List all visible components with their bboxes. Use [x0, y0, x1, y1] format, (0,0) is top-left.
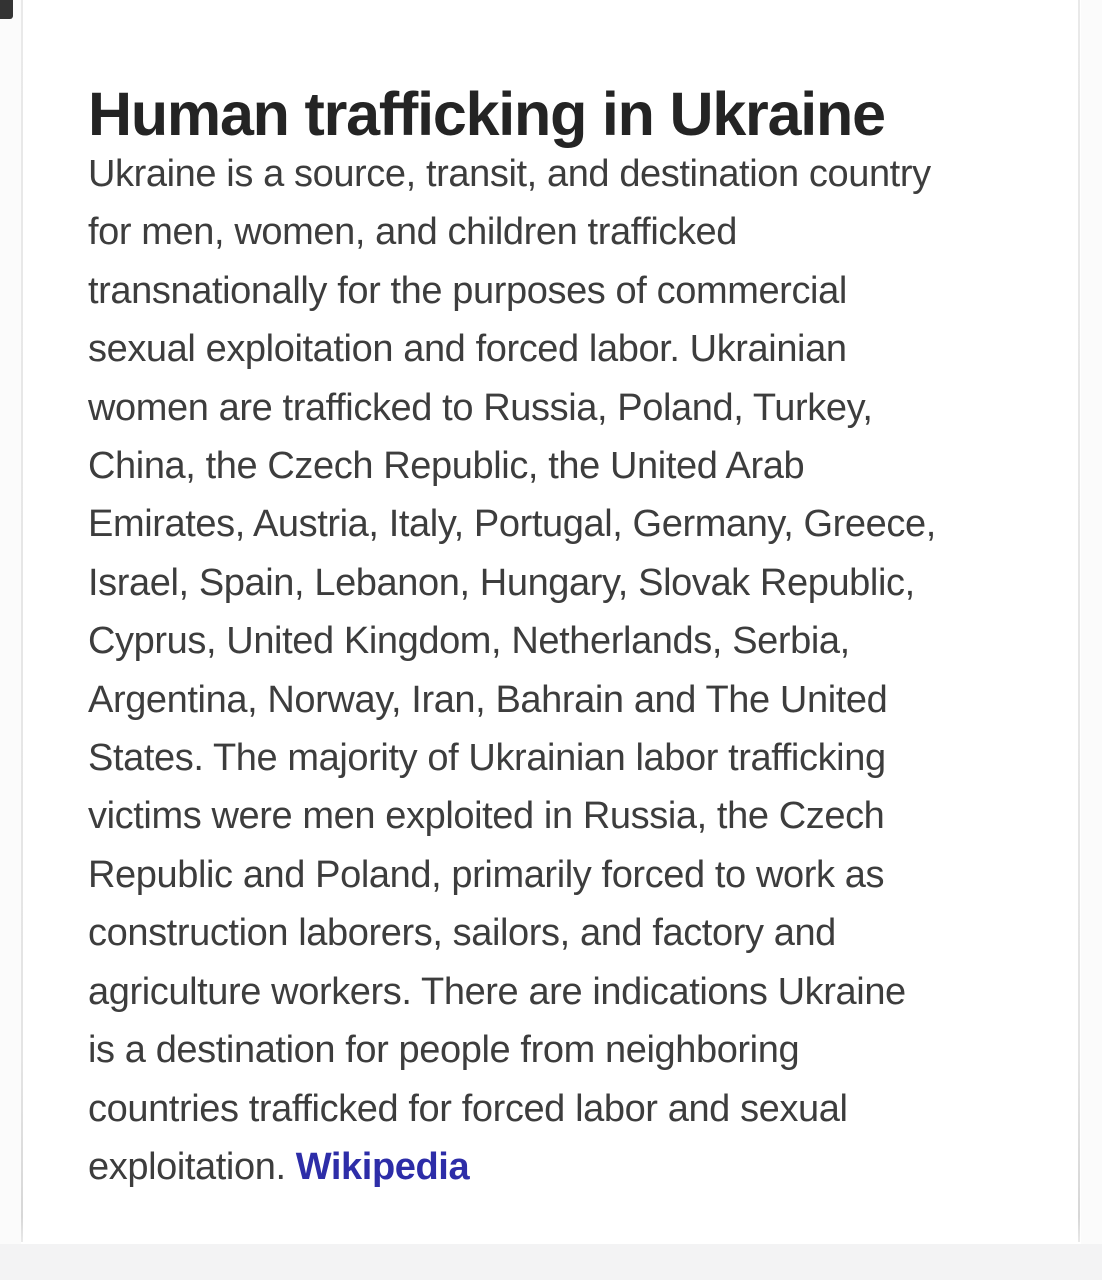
bottom-strip — [0, 1244, 1102, 1280]
text-line: Republic and Poland, primarily forced to work as — [88, 853, 885, 896]
text-line: Cyprus, United Kingdom, Netherlands, Serbia, — [88, 620, 850, 663]
left-gutter — [0, 0, 21, 1244]
text-line: victims were men exploited in Russia, the Czech — [88, 795, 885, 838]
text-line: China, the Czech Republic, the United Arab — [88, 445, 805, 488]
text-line: women are trafficked to Russia, Poland, Turkey, — [88, 386, 873, 429]
wikipedia-link[interactable]: Wikipedia — [295, 1145, 470, 1188]
text-line: Ukraine is a source, transit, and destination country — [88, 153, 931, 195]
last-line-prefix: exploitation. — [88, 1145, 296, 1188]
screenshot-corner-artifact — [0, 0, 13, 19]
text-line: construction laborers, sailors, and factory and — [88, 912, 836, 955]
text-line: Emirates, Austria, Italy, Portugal, Germany, Greece, — [88, 503, 936, 546]
text-line: for men, women, and children trafficked — [88, 211, 738, 254]
text-line: is a destination for people from neighboring — [88, 1029, 800, 1072]
text-line: transnationally for the purposes of commercial — [88, 269, 847, 312]
text-line: agriculture workers. There are indications Ukraine — [88, 970, 906, 1013]
text-line: Israel, Spain, Lebanon, Hungary, Slovak Republic, — [88, 561, 915, 604]
text-line: countries trafficked for forced labor and sexual — [88, 1087, 848, 1130]
article-summary — [88, 145, 936, 1196]
text-line: Argentina, Norway, Iran, Bahrain and The United — [88, 678, 888, 721]
text-line-last — [88, 1138, 936, 1196]
text-line: States. The majority of Ukrainian labor trafficking — [88, 737, 886, 780]
text-line: sexual exploitation and forced labor. Ukrainian — [88, 328, 847, 371]
content-right-border — [1078, 0, 1080, 1242]
right-gutter — [1081, 0, 1102, 1244]
content-left-border — [21, 0, 23, 1242]
page-title: Human trafficking in Ukraine — [88, 79, 885, 148]
